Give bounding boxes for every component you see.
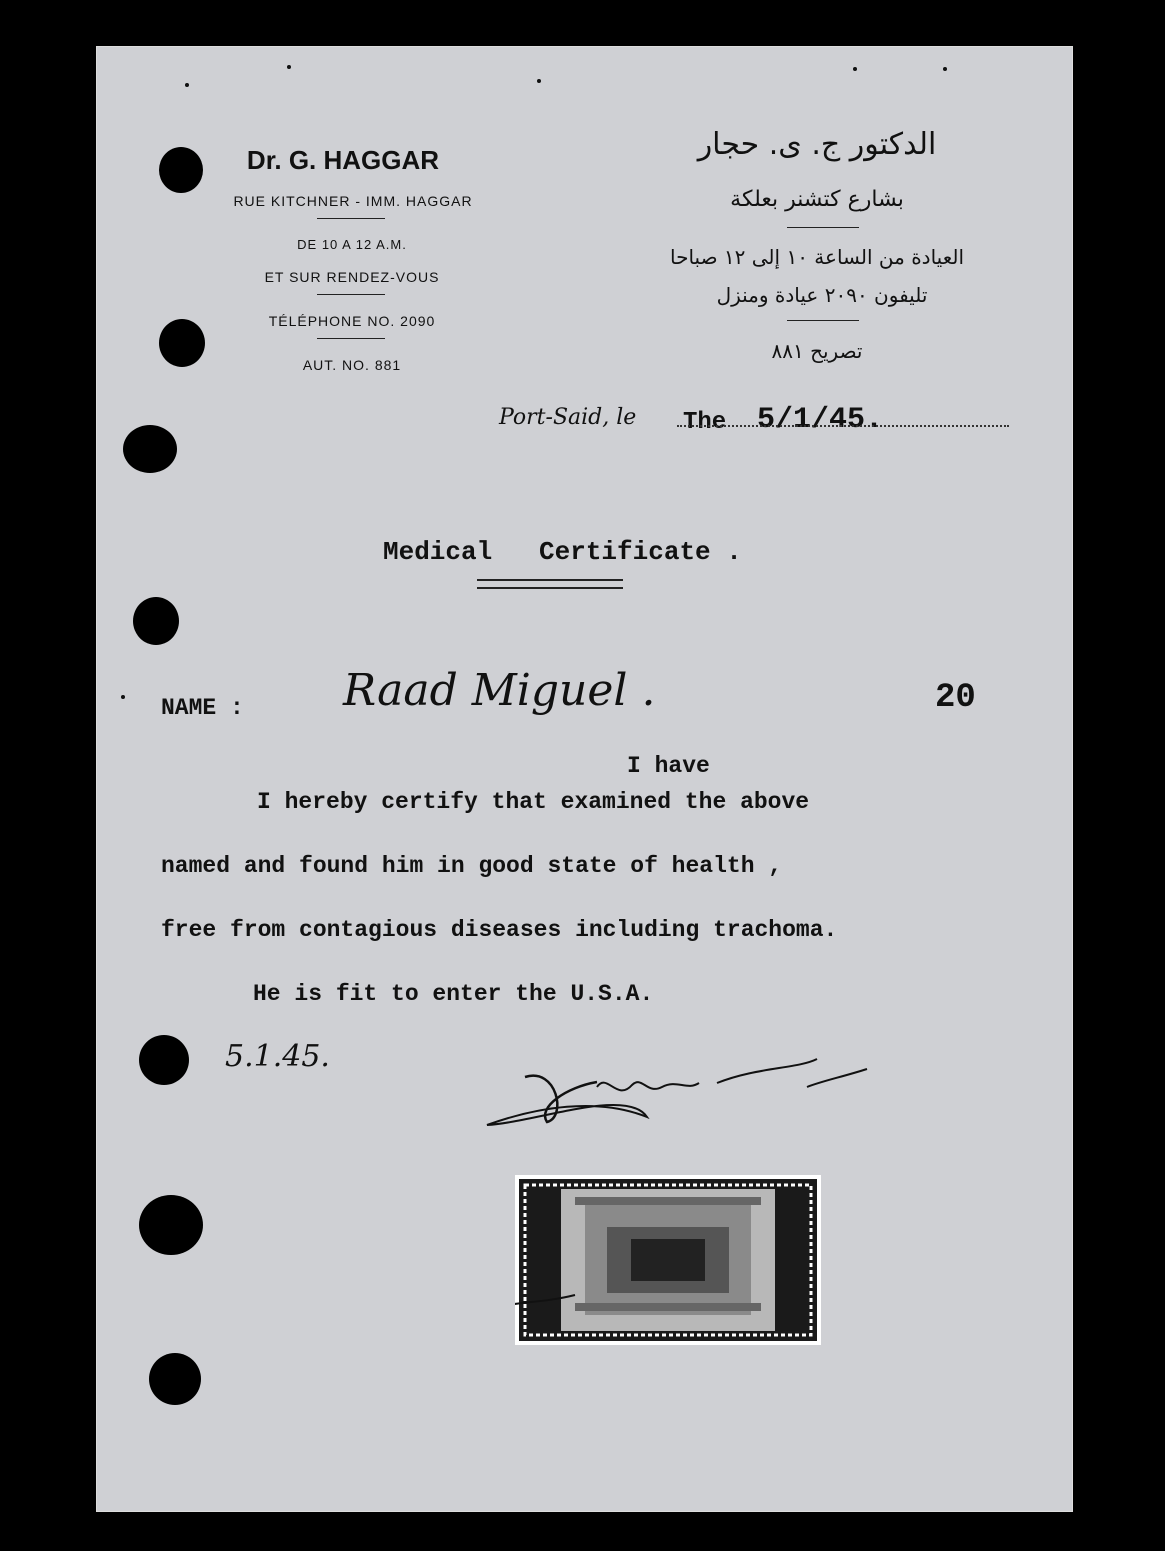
speck [121, 695, 125, 699]
speck [943, 67, 947, 71]
date-dotted-line [677, 425, 1009, 427]
header-rule [317, 338, 385, 339]
binder-hole [149, 1353, 201, 1405]
signature-date: 5.1.45. [225, 1039, 330, 1074]
binder-hole [139, 1195, 203, 1255]
consultation-hours: DE 10 A 12 A.M. [297, 237, 407, 252]
revenue-stamp [515, 1175, 821, 1345]
speck [287, 65, 291, 69]
certificate-page [96, 46, 1073, 1512]
doctor-name: Dr. G. HAGGAR [246, 145, 440, 175]
certificate-body-line-3: free from contagious diseases including trachoma. [161, 917, 838, 943]
insertion-text: I have [627, 753, 710, 779]
date-place-label: Port-Said, le [499, 405, 637, 430]
telephone-line: TÉLÉPHONE NO. 2090 [268, 313, 436, 329]
certificate-body-line-1: I hereby certify that examined the above [257, 789, 810, 815]
hours-arabic: العيادة من الساعة ١٠ إلى ١٢ صباحا [669, 245, 965, 269]
patient-name: Raad Miguel . [343, 665, 656, 716]
address-arabic: بشارع كتشنر بعلكة [730, 187, 904, 212]
authorization-arabic: تصريح ٨٨١ [771, 339, 863, 363]
title-underline [477, 579, 623, 589]
header-rule [787, 227, 859, 228]
speck [853, 67, 857, 71]
certificate-body-line-2: named and found him in good state of health , [161, 853, 783, 879]
date-typed-prefix: The [683, 409, 727, 436]
binder-hole [133, 597, 179, 645]
header-rule [317, 218, 385, 219]
telephone-arabic: تليفون ٢٠٩٠ عيادة ومنزل [716, 283, 928, 307]
name-label: NAME : [161, 695, 244, 721]
doctor-name-arabic: الدكتور ج. ى. حجار [697, 127, 937, 162]
binder-hole [139, 1035, 189, 1085]
doctor-address: RUE KITCHNER - IMM. HAGGAR [233, 193, 473, 209]
speck [537, 79, 541, 83]
header-rule [787, 320, 859, 321]
doctor-signature [477, 1047, 897, 1147]
binder-hole [123, 425, 177, 473]
speck [185, 83, 189, 87]
date-value: 5/1/45. [757, 403, 884, 437]
certificate-title: Medical Certificate . [383, 537, 742, 567]
authorization-line: AUT. NO. 881 [302, 357, 402, 373]
certificate-body-line-4: He is fit to enter the U.S.A. [253, 981, 654, 1007]
header-rule [317, 294, 385, 295]
patient-age: 20 [935, 679, 976, 717]
binder-hole [159, 319, 205, 367]
appointments-line: ET SUR RENDEZ-VOUS [264, 269, 440, 285]
